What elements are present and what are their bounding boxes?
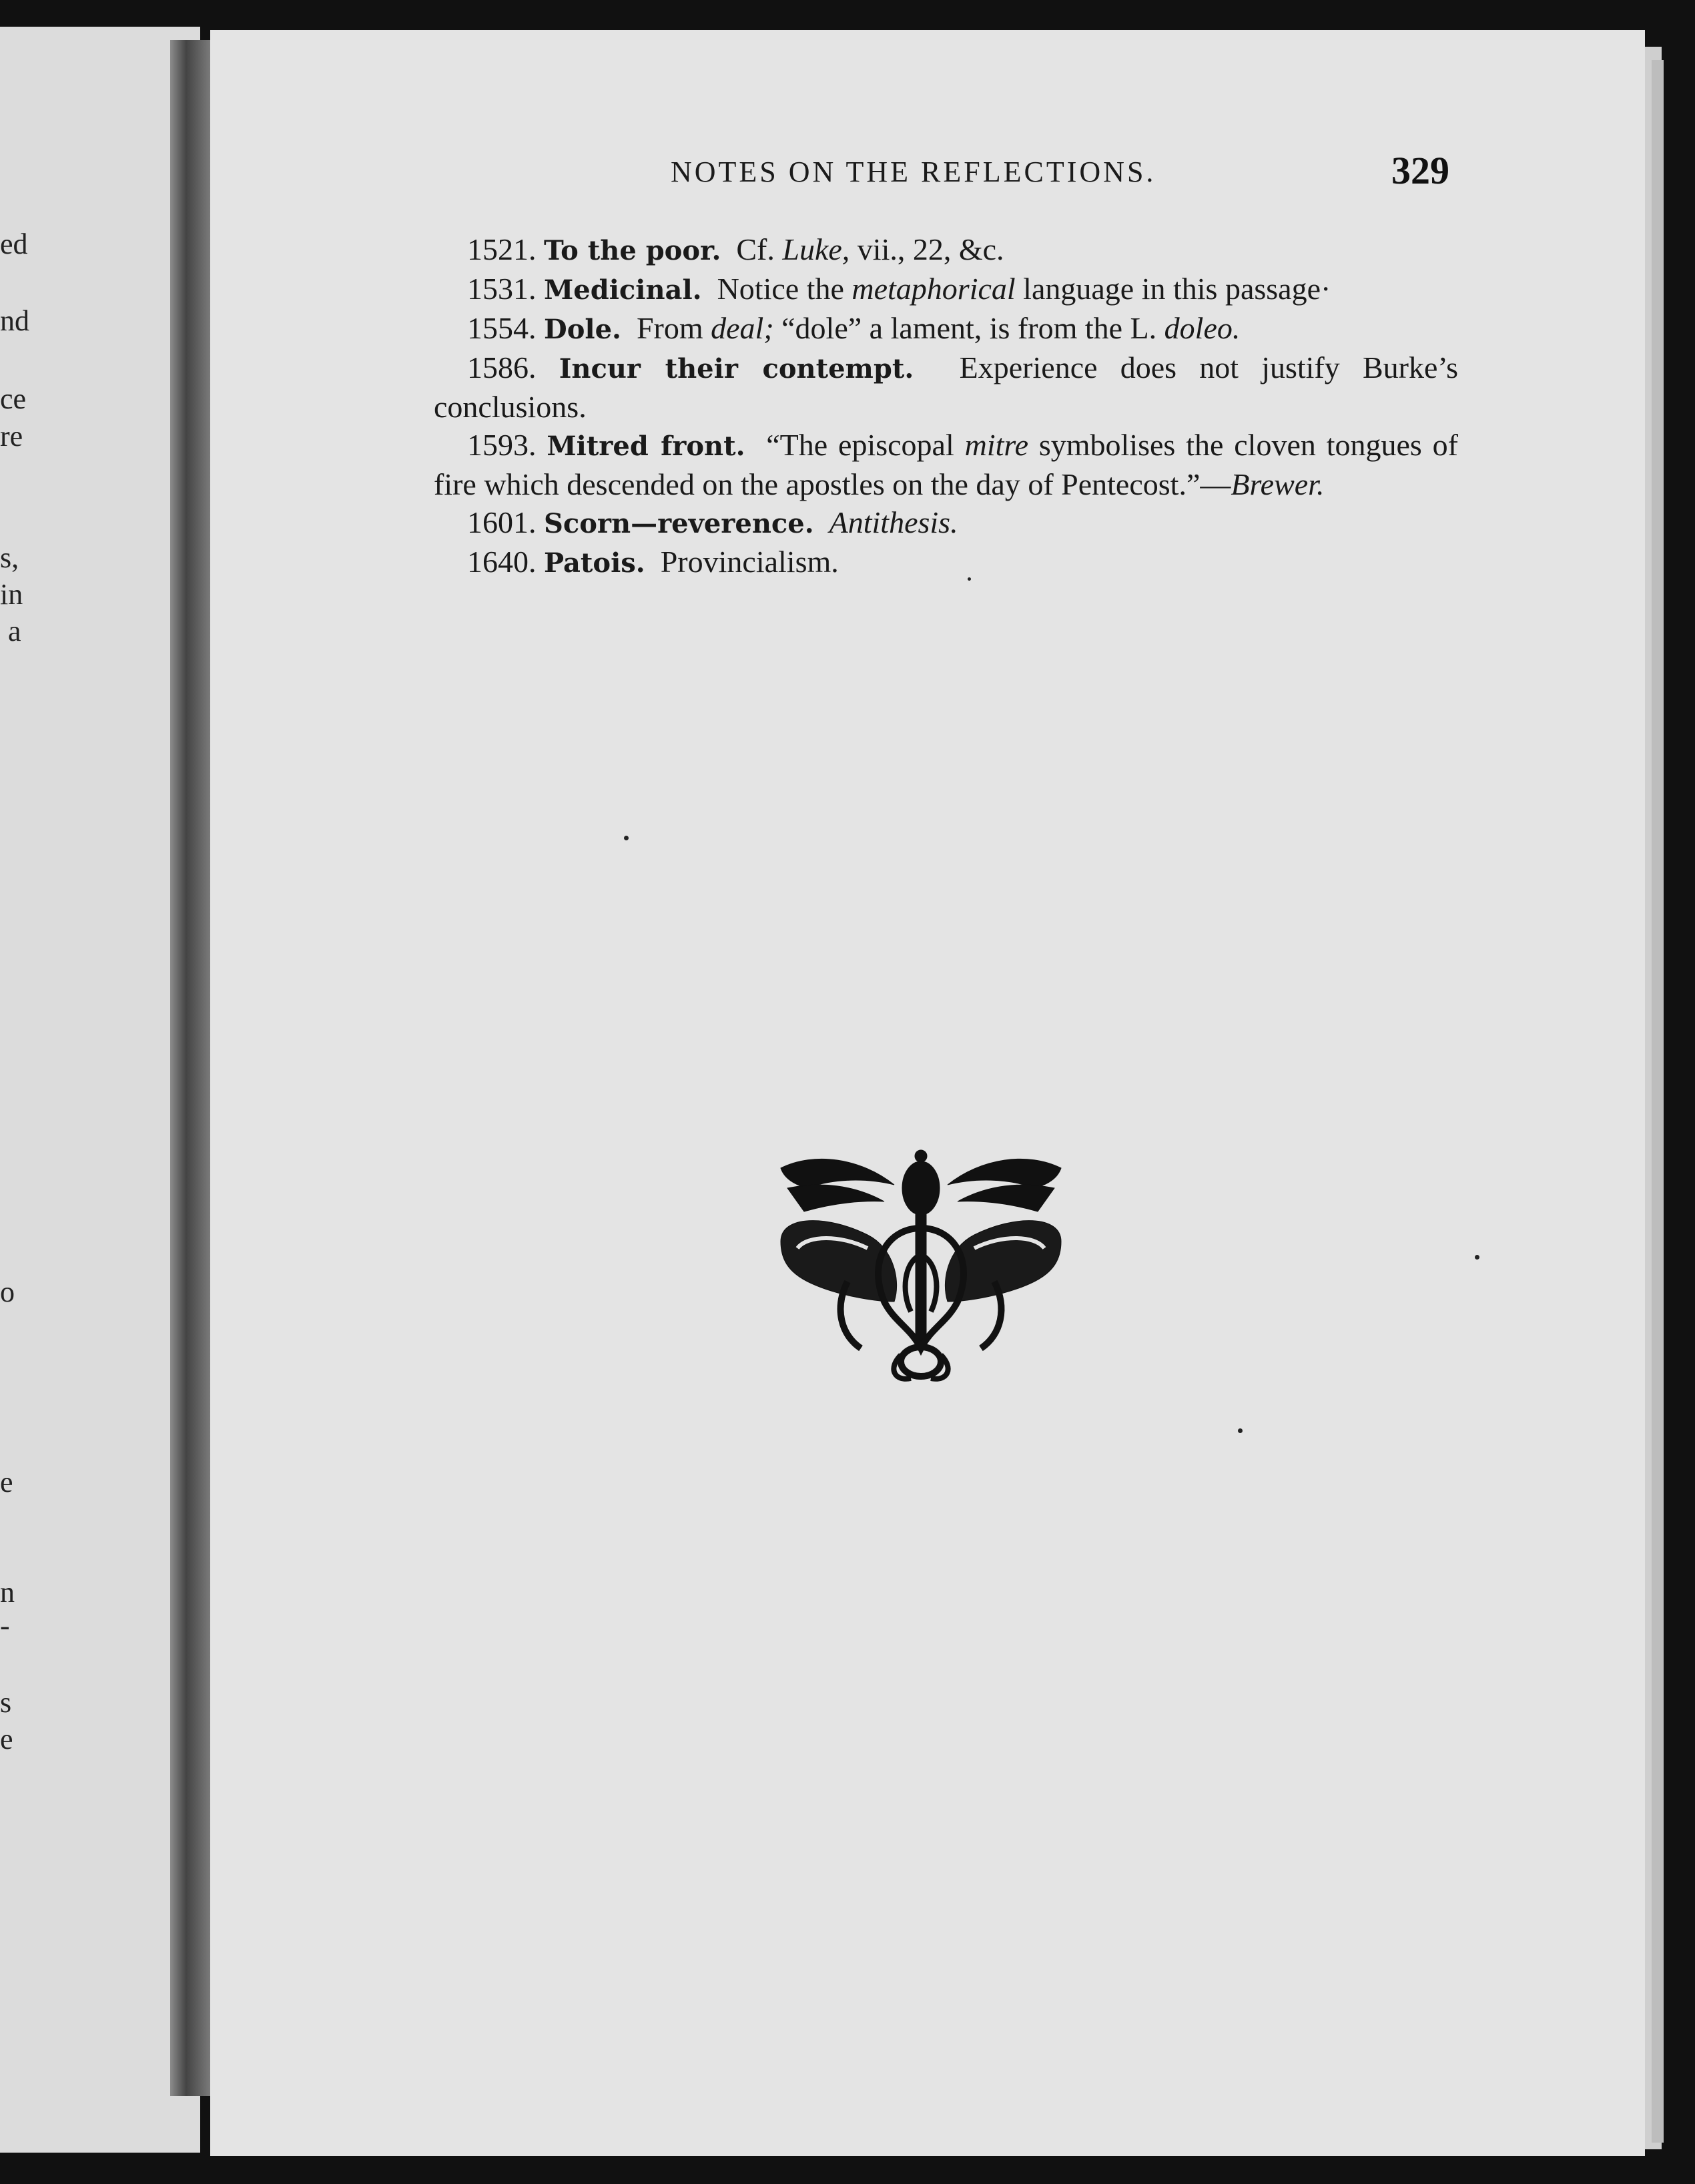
note-italic: mitre — [964, 428, 1029, 462]
line-number: 1586. — [467, 350, 537, 384]
note-entry — [434, 230, 1458, 270]
line-number: 1593. — [467, 428, 537, 462]
note-entry — [434, 543, 1458, 582]
line-number: 1601. — [467, 505, 537, 539]
note-italic: Luke, — [782, 232, 850, 266]
left-fragment: nd — [0, 304, 29, 337]
left-fragment: ed — [0, 228, 28, 260]
note-term: Scorn—reverence. — [544, 508, 814, 539]
note-text: symbolises the cloven tongues of fire which descended on the apostles on the day of Pentecost.”— — [434, 428, 1458, 501]
note-italic: Antithesis. — [829, 505, 958, 539]
note-term: Incur their contempt. — [559, 353, 914, 384]
winged-fleuron-ornament-icon — [767, 1148, 1074, 1388]
note-italic: deal; — [711, 311, 774, 345]
note-italic: doleo. — [1164, 311, 1241, 345]
note-entry — [434, 503, 1458, 543]
note-text: language in this passage· — [1015, 272, 1331, 306]
note-entry — [434, 309, 1458, 348]
book-gutter — [170, 40, 210, 2096]
paper-speck — [1238, 1428, 1243, 1433]
paper-speck — [968, 577, 971, 581]
left-fragment: o — [0, 1276, 15, 1308]
left-fragment: e — [0, 1723, 13, 1755]
note-entry — [434, 270, 1458, 309]
note-italic: Brewer. — [1231, 467, 1325, 501]
note-term: To the poor. — [544, 235, 721, 266]
line-number: 1531. — [467, 272, 537, 306]
left-fragment: - — [0, 1609, 10, 1642]
page-number: 329 — [1391, 149, 1449, 192]
left-fragment: e — [0, 1466, 13, 1498]
note-text: Experience does not justify Burke’s conclusions. — [434, 350, 1459, 424]
note-term: Mitred front. — [547, 431, 745, 462]
note-entry — [434, 348, 1458, 426]
note-term: Dole. — [544, 314, 621, 345]
running-head: NOTES ON THE REFLECTIONS. — [671, 156, 1156, 188]
line-number: 1640. — [467, 545, 537, 579]
line-number: 1521. — [467, 232, 537, 266]
note-text: Notice the — [717, 272, 852, 306]
left-fragment: s — [0, 1686, 12, 1719]
left-fragment: ce — [0, 382, 27, 415]
note-term: Medicinal. — [544, 274, 702, 306]
note-text: vii., 22, &c. — [850, 232, 1004, 266]
page-edge — [1652, 60, 1664, 2143]
left-fragment: s, — [0, 541, 19, 574]
paper-speck — [1475, 1255, 1479, 1260]
note-text: From — [636, 311, 711, 345]
note-text: Cf. — [736, 232, 783, 266]
left-fragment: a — [8, 615, 21, 647]
notes-list — [434, 230, 1458, 582]
note-entry — [434, 426, 1458, 503]
note-italic: metaphorical — [852, 272, 1016, 306]
note-text: Provincialism. — [660, 545, 839, 579]
note-term: Patois. — [544, 547, 645, 579]
note-text: “The episcopal — [766, 428, 965, 462]
left-fragment: re — [0, 420, 23, 453]
line-number: 1554. — [467, 311, 537, 345]
left-fragment: in — [0, 578, 23, 611]
left-fragment: n — [0, 1576, 15, 1609]
note-text: “dole” a lament, is from the L. — [773, 311, 1164, 345]
paper-speck — [624, 836, 629, 840]
